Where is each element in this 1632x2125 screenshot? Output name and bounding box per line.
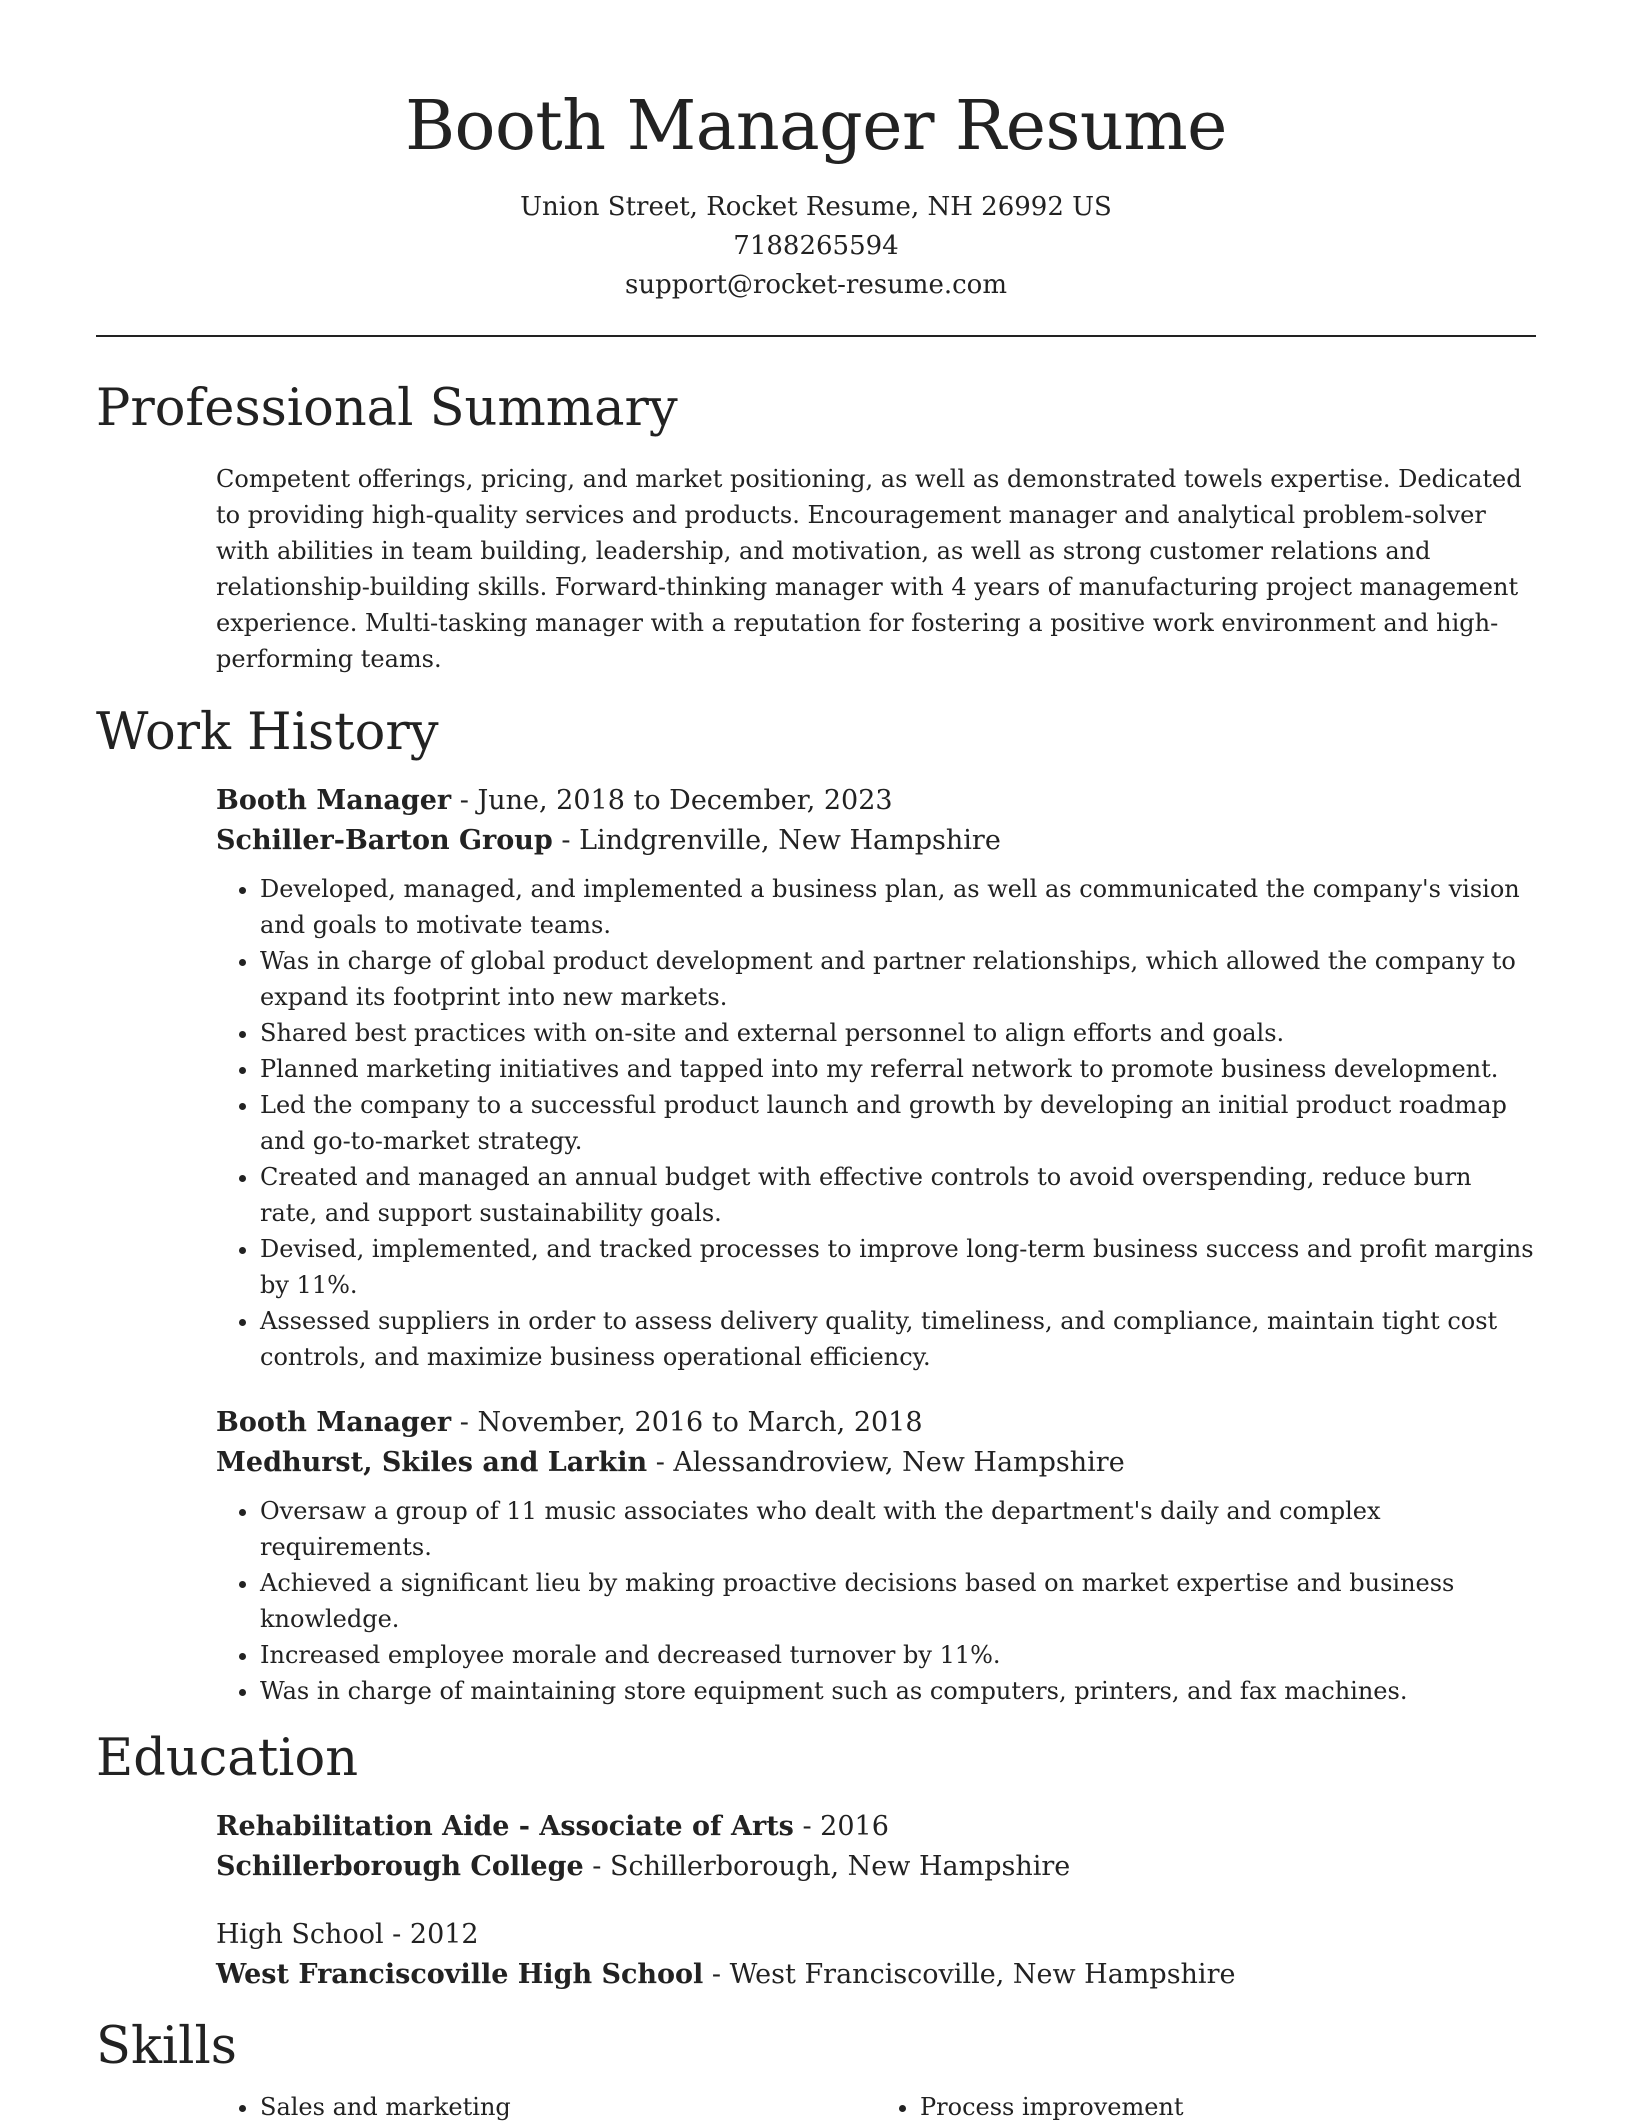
- job-dates: June, 2018 to December, 2023: [477, 785, 893, 816]
- skills-heading: Skills: [96, 2017, 237, 2076]
- education-heading: Education: [96, 1729, 359, 1788]
- school: West Franciscoville High School: [216, 1959, 704, 1990]
- list-item: • Was in charge of maintaining store equipment such as computers, printers, and fax machines.: [260, 1673, 1536, 1709]
- school-location: Schillerborough, New Hampshire: [609, 1851, 1071, 1882]
- list-item: • Assessed suppliers in order to assess delivery quality, timeliness, and compliance, maintain tight cost controls, and maximize business operational efficiency.: [260, 1303, 1536, 1375]
- summary-heading: Professional Summary: [96, 379, 678, 438]
- degree: High School: [216, 1919, 384, 1950]
- job-entry: [216, 1403, 1536, 1483]
- list-item: • Was in charge of global product development and partner relationships, which allowed the company to expand its footprint into new markets.: [260, 943, 1536, 1015]
- job-location: Lindgrenville, New Hampshire: [579, 825, 1001, 856]
- education-entry: [216, 1915, 1536, 1995]
- graduation-year: 2016: [820, 1811, 889, 1842]
- contact-block: [0, 188, 1632, 305]
- list-item: • Oversaw a group of 11 music associates who dealt with the department's daily and complex requirements.: [260, 1493, 1536, 1565]
- skills-column-right: [876, 2089, 1536, 2125]
- work-section: [0, 703, 1632, 1709]
- header-divider: [96, 335, 1536, 337]
- job-role: Booth Manager: [216, 1407, 452, 1438]
- list-item: • Increased employee morale and decreased turnover by 11%.: [260, 1637, 1536, 1673]
- degree-line: High School - 2012: [216, 1919, 479, 1950]
- list-item: • Shared best practices with on-site and external personnel to align efforts and goals.: [260, 1015, 1536, 1051]
- job-entry: [216, 781, 1536, 861]
- job-location: Alessandroview, New Hampshire: [673, 1447, 1125, 1478]
- list-item: • Created and managed an annual budget with effective controls to avoid overspending, reduce burn rate, and support sustainability goals.: [260, 1159, 1536, 1231]
- list-item: • Achieved a significant lieu by making proactive decisions based on market expertise and business knowledge.: [260, 1565, 1536, 1637]
- resume-header: [0, 0, 1632, 305]
- graduation-year: 2012: [409, 1919, 479, 1950]
- degree-line: Rehabilitation Aide - Associate of Arts - 2016: [216, 1811, 889, 1842]
- job-bullets: [96, 1493, 1536, 1709]
- education-section: [0, 1729, 1632, 1995]
- list-item: • Process improvement: [920, 2089, 1536, 2125]
- list-item: • Planned marketing initiatives and tapped into my referral network to promote business development.: [260, 1051, 1536, 1087]
- job-title-line: Booth Manager - November, 2016 to March, 2018: [216, 1407, 923, 1438]
- job-company-line: Schiller-Barton Group - Lindgrenville, New Hampshire: [216, 825, 1001, 856]
- email: support@rocket-resume.com: [624, 270, 1007, 300]
- school-line: Schillerborough College - Schillerborough, New Hampshire: [216, 1851, 1071, 1882]
- summary-text: Competent offerings, pricing, and market positioning, as well as demonstrated towels expertise. Dedicated to providing high-quality services and products. Encouragement manager and analytical problem-solver with abilities in team building, leadership, and motivation, as well as strong customer relations and relationship-building skills. Forward-thinking manager with 4 years of manufacturing project management experience. Multi-tasking manager with a reputation for fostering a positive work environment and high-performing teams.: [216, 465, 1522, 673]
- summary-section: [0, 379, 1632, 677]
- list-item: • Sales and marketing: [260, 2089, 876, 2125]
- skills-column-left: [216, 2089, 876, 2125]
- job-company: Schiller-Barton Group: [216, 825, 553, 856]
- page-title: Booth Manager Resume: [405, 87, 1227, 166]
- phone: 7188265594: [733, 231, 899, 261]
- education-entry: [216, 1807, 1536, 1887]
- job-company-line: Medhurst, Skiles and Larkin - Alessandroview, New Hampshire: [216, 1447, 1125, 1478]
- skills-grid: [216, 2089, 1536, 2125]
- job-title-line: Booth Manager - June, 2018 to December, 2023: [216, 785, 893, 816]
- job-company: Medhurst, Skiles and Larkin: [216, 1447, 648, 1478]
- degree: Rehabilitation Aide - Associate of Arts: [216, 1811, 794, 1842]
- list-item: • Developed, managed, and implemented a business plan, as well as communicated the company's vision and goals to motivate teams.: [260, 871, 1536, 943]
- work-heading: Work History: [96, 703, 439, 762]
- address: Union Street, Rocket Resume, NH 26992 US: [520, 192, 1112, 222]
- job-role: Booth Manager: [216, 785, 452, 816]
- skills-section: [0, 2017, 1632, 2125]
- school-line: West Franciscoville High School - West Franciscoville, New Hampshire: [216, 1959, 1236, 1990]
- school: Schillerborough College: [216, 1851, 584, 1882]
- list-item: • Devised, implemented, and tracked processes to improve long-term business success and profit margins by 11%.: [260, 1231, 1536, 1303]
- job-bullets: [96, 871, 1536, 1375]
- job-dates: November, 2016 to March, 2018: [477, 1407, 923, 1438]
- school-location: West Franciscoville, New Hampshire: [729, 1959, 1236, 1990]
- list-item: • Led the company to a successful product launch and growth by developing an initial product roadmap and go-to-market strategy.: [260, 1087, 1536, 1159]
